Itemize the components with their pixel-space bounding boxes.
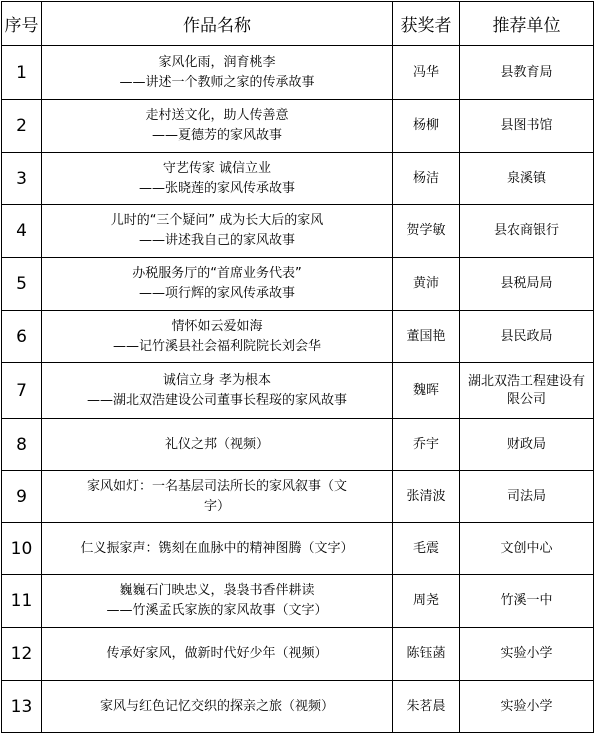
row-number: 1 [2, 46, 42, 100]
table-row [2, 628, 594, 681]
table-row [2, 100, 594, 153]
table-row [2, 419, 594, 471]
winner-name: 杨洁 [393, 153, 460, 205]
header-unit: 推荐单位 [460, 2, 594, 46]
work-title [42, 205, 393, 258]
table-row [2, 363, 594, 419]
work-title [42, 46, 393, 100]
header-title: 作品名称 [42, 2, 393, 46]
work-title [42, 419, 393, 471]
work-title [42, 363, 393, 419]
work-title-line: 仁义振家声：镌刻在血脉中的精神图腾（文字） [80, 540, 354, 556]
work-title [42, 523, 393, 575]
recommending-unit: 实验小学 [460, 628, 594, 681]
work-title-line: 办税服务厅的“首席业务代表” [132, 266, 302, 281]
row-number: 5 [2, 258, 42, 311]
winner-name: 陈钰菡 [393, 628, 460, 681]
row-number: 4 [2, 205, 42, 258]
table-body [2, 46, 594, 733]
recommending-unit: 县农商银行 [460, 205, 594, 258]
work-title [42, 258, 393, 311]
work-title-line: 家风如灯：一名基层司法所长的家风叙事（文 [86, 478, 347, 494]
row-number: 3 [2, 153, 42, 205]
table-row [2, 258, 594, 311]
row-number: 12 [2, 628, 42, 681]
recommending-unit: 司法局 [460, 471, 594, 523]
row-number: 7 [2, 363, 42, 419]
winner-name: 贺学敏 [393, 205, 460, 258]
table-row [2, 575, 594, 628]
work-title-line: 礼仪之邦（视频） [164, 436, 269, 452]
table-row [2, 471, 594, 523]
work-title-line: ——讲述我自己的家风故事 [138, 233, 295, 248]
row-number: 10 [2, 523, 42, 575]
winner-name: 杨柳 [393, 100, 460, 153]
winner-name: 乔宇 [393, 419, 460, 471]
recommending-unit: 县民政局 [460, 311, 594, 363]
recommending-unit: 县图书馆 [460, 100, 594, 153]
work-title-line: ——竹溪孟氏家族的家风故事（文字） [106, 603, 328, 618]
work-title-line: 儿时的“三个疑问” 成为长大后的家风 [110, 213, 324, 228]
work-title [42, 628, 393, 681]
work-title-line: ——记竹溪县社会福利院院长刘会华 [112, 338, 321, 354]
table-row [2, 205, 594, 258]
recommending-unit: 泉溪镇 [460, 153, 594, 205]
work-title-line: 巍巍石门映忠义，袅袅书香伴耕读 [119, 583, 315, 598]
header-row [2, 2, 594, 46]
row-number: 13 [2, 681, 42, 733]
work-title-line: 走村送文化，助人传善意 [145, 108, 289, 123]
header-winner: 获奖者 [393, 2, 460, 46]
work-title-line: ——讲述一个教师之家的传承故事 [119, 74, 315, 90]
recommending-unit: 实验小学 [460, 681, 594, 733]
work-title-line: ——张晓莲的家风传承故事 [138, 180, 295, 196]
work-title-line: 守艺传家 诚信立业 [162, 160, 272, 176]
work-title-line: ——湖北双浩建设公司董事长程珱的家风故事 [86, 392, 347, 408]
work-title [42, 153, 393, 205]
work-title-line: 传承好家风，做新时代好少年（视频） [106, 646, 328, 661]
work-title-line: ——夏德芳的家风故事 [151, 128, 282, 143]
work-title-line: 诚信立身 孝为根本 [162, 372, 272, 388]
winner-name: 朱茗晨 [393, 681, 460, 733]
work-title [42, 575, 393, 628]
recommending-unit: 财政局 [460, 419, 594, 471]
row-number: 9 [2, 471, 42, 523]
work-title [42, 100, 393, 153]
work-title [42, 471, 393, 523]
winner-name: 张清波 [393, 471, 460, 523]
winner-name: 冯华 [393, 46, 460, 100]
winner-name: 魏晖 [393, 363, 460, 419]
winner-name: 黄沛 [393, 258, 460, 311]
work-title [42, 311, 393, 363]
recommending-unit: 湖北双浩工程建设有限公司 [460, 363, 594, 419]
header-no: 序号 [2, 2, 42, 46]
winner-name: 董国艳 [393, 311, 460, 363]
work-title [42, 681, 393, 733]
table-row [2, 681, 594, 733]
winner-name: 周尧 [393, 575, 460, 628]
recommending-unit: 县教育局 [460, 46, 594, 100]
recommending-unit: 文创中心 [460, 523, 594, 575]
work-title-line: ——项行辉的家风传承故事 [138, 286, 295, 301]
work-title-line: 字） [203, 498, 230, 514]
work-title-line: 情怀如云爱如海 [171, 318, 263, 334]
recommending-unit: 县税局局 [460, 258, 594, 311]
table-row [2, 311, 594, 363]
row-number: 2 [2, 100, 42, 153]
table-row [2, 523, 594, 575]
row-number: 8 [2, 419, 42, 471]
row-number: 6 [2, 311, 42, 363]
recommending-unit: 竹溪一中 [460, 575, 594, 628]
row-number: 11 [2, 575, 42, 628]
table-row [2, 46, 594, 100]
awards-table [1, 1, 594, 733]
table-row [2, 153, 594, 205]
work-title-line: 家风与红色记忆交织的探亲之旅（视频） [99, 698, 334, 714]
work-title-line: 家风化雨，润育桃李 [158, 54, 276, 70]
winner-name: 毛震 [393, 523, 460, 575]
